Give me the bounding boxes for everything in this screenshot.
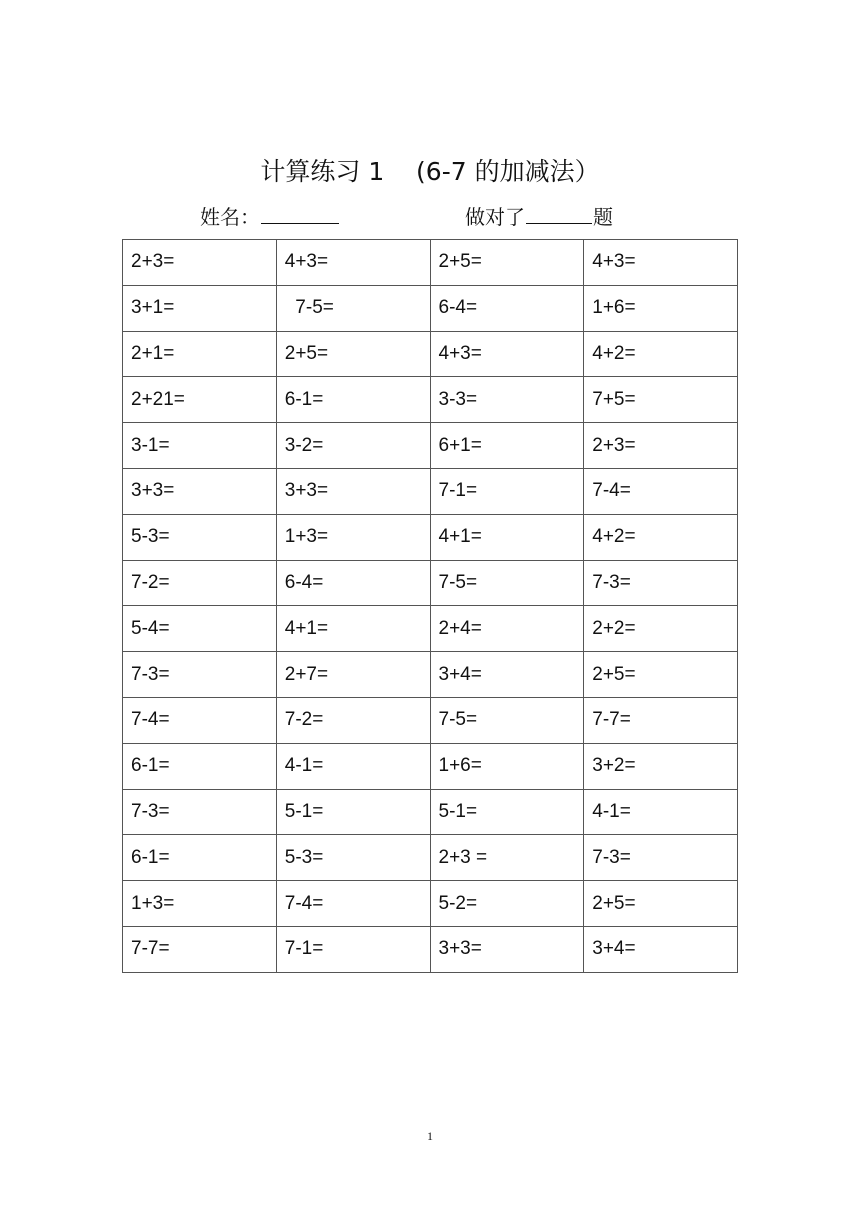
problem-cell: 2+1= [123,331,277,377]
problem-cell: 7-3= [584,560,738,606]
problem-cell: 7-1= [276,926,430,972]
problem-cell: 1+6= [430,743,584,789]
problem-cell: 1+3= [123,881,277,927]
problem-cell: 3+3= [276,468,430,514]
table-row [123,240,738,286]
problem-cell: 7-7= [123,926,277,972]
problem-cell: 3-1= [123,423,277,469]
problem-cell: 6-1= [123,743,277,789]
problem-cell: 6-4= [430,285,584,331]
table-row [123,697,738,743]
problem-cell: 4+1= [430,514,584,560]
problem-cell: 4-1= [276,743,430,789]
problem-cell: 7+5= [584,377,738,423]
problem-cell: 7-5= [430,697,584,743]
problem-cell: 1+3= [276,514,430,560]
score-prefix: 做对了 [465,205,525,229]
table-row [123,743,738,789]
problem-cell: 4+3= [276,240,430,286]
problem-cell: 7-1= [430,468,584,514]
table-row [123,789,738,835]
problem-cell: 7-3= [123,652,277,698]
problem-cell: 7-4= [276,881,430,927]
table-row [123,377,738,423]
problem-cell: 1+6= [584,285,738,331]
problem-cell: 2+2= [584,606,738,652]
problem-cell: 2+21= [123,377,277,423]
table-row [123,606,738,652]
worksheet-title: 计算练习 1 (6-7 的加减法） [260,157,600,186]
table-row [123,835,738,881]
problem-cell: 6-1= [123,835,277,881]
table-row [123,285,738,331]
table-row [123,926,738,972]
problem-cell: 3+3= [123,468,277,514]
problem-cell: 3+4= [584,926,738,972]
problem-cell: 4-1= [584,789,738,835]
problem-cell: 7-7= [584,697,738,743]
problem-cell: 4+3= [584,240,738,286]
problem-cell: 3+1= [123,285,277,331]
problem-cell: 2+3 = [430,835,584,881]
name-field [200,200,340,234]
page-number: 1 [427,1129,433,1143]
problem-cell: 7-2= [276,697,430,743]
problem-cell: 4+1= [276,606,430,652]
problem-cell: 7-4= [584,468,738,514]
score-suffix: 题 [593,205,613,229]
score-field [465,200,613,234]
problem-cell: 3-3= [430,377,584,423]
problem-cell: 5-2= [430,881,584,927]
problem-cell: 5-4= [123,606,277,652]
problem-cell: 6-1= [276,377,430,423]
problem-cell: 2+3= [123,240,277,286]
problems-table-body [123,240,738,973]
problem-cell: 5-1= [430,789,584,835]
problem-cell: 3+4= [430,652,584,698]
problems-table [122,239,738,973]
problem-cell: 3+2= [584,743,738,789]
name-blank-line[interactable] [261,201,339,224]
problem-cell: 2+5= [276,331,430,377]
problem-cell: 2+5= [584,652,738,698]
problem-cell: 7-5= [430,560,584,606]
problem-cell: 5-3= [276,835,430,881]
problem-cell: 2+3= [584,423,738,469]
problem-cell: 5-1= [276,789,430,835]
table-row [123,423,738,469]
problem-cell: 6-4= [276,560,430,606]
problem-cell: 7-3= [123,789,277,835]
problem-cell: 7-2= [123,560,277,606]
problem-cell: 2+4= [430,606,584,652]
problem-cell: 2+5= [584,881,738,927]
table-row [123,881,738,927]
problem-cell: 6+1= [430,423,584,469]
name-label: 姓名： [200,205,260,229]
problem-cell: 4+2= [584,514,738,560]
problem-cell: 5-3= [123,514,277,560]
problem-cell: 7-5= [276,285,430,331]
problem-cell: 7-4= [123,697,277,743]
problem-cell: 7-3= [584,835,738,881]
table-row [123,331,738,377]
table-row [123,560,738,606]
problem-cell: 4+3= [430,331,584,377]
problem-cell: 3+3= [430,926,584,972]
problem-cell: 2+5= [430,240,584,286]
score-blank-line[interactable] [526,201,592,224]
problem-cell: 4+2= [584,331,738,377]
table-row [123,468,738,514]
table-row [123,514,738,560]
table-row [123,652,738,698]
problem-cell: 3-2= [276,423,430,469]
problem-cell: 2+7= [276,652,430,698]
